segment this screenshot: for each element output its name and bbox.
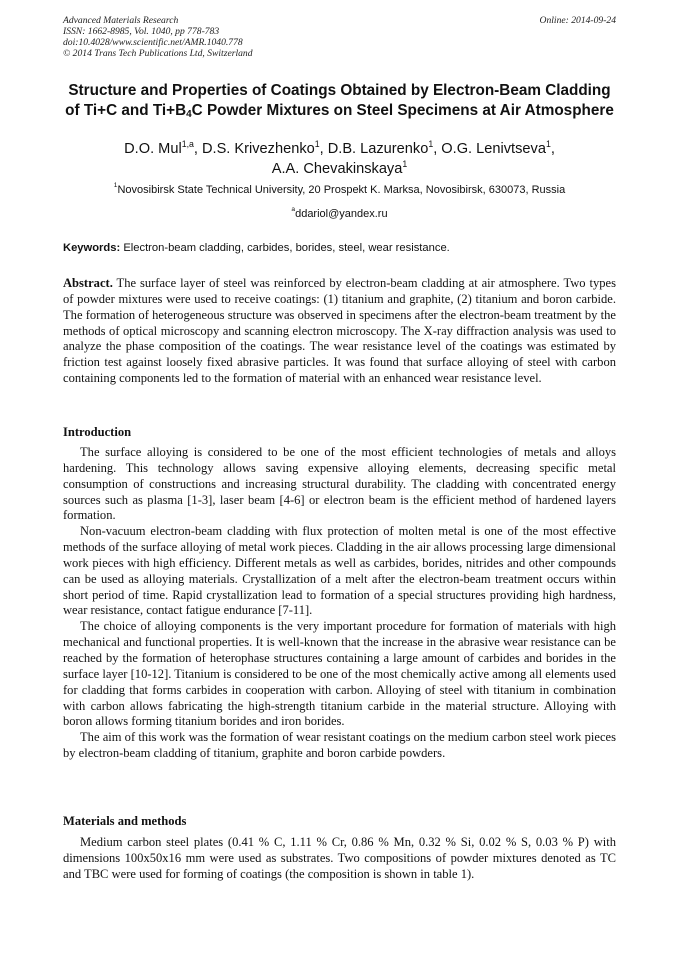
keywords-text: Electron-beam cladding, carbides, borides, steel, wear resistance.: [123, 242, 450, 254]
journal-header: [63, 15, 616, 59]
online-date: Online: 2014-09-24: [539, 15, 616, 26]
materials-heading: Materials and methods: [63, 814, 187, 828]
materials-body: [63, 835, 616, 883]
author: O.G. Lenivtseva$^1$,: [441, 139, 555, 157]
title-part2: C Powder Mixtures on Steel Specimens at Air Atmosphere: [191, 101, 614, 119]
paragraph: Medium carbon steel plates (0.41 % C, 1.11 % Cr, 0.86 % Mn, 0.32 % Si, 0.02 % S, 0.03 % P) with dimensions 100x50x16 mm were used as substrates. Two compositions of powder mixtures denoted as TC and TBC were used for forming of coatings (the composition is shown in table 1).: [63, 835, 616, 881]
paragraph: The aim of this work was the formation of wear resistant coatings on the medium carbon steel work pieces by electron-beam cladding of titanium, graphite and boron carbide powders.: [63, 730, 616, 761]
journal-copyright: © 2014 Trans Tech Publications Ltd, Switzerland: [63, 48, 253, 59]
paragraph: The choice of alloying components is the very important procedure for formation of materials with high mechanical and functional properties. It is well-known that the increase in the abrasive wear resistance can be reached by the formation of heterophase structures containing a large amount of carbides and borides in the surface layer [10-12]. Titanium is considered to be one of the most chemically active among all elements used for cladding that forms carbides in cooperation with carbon. Alloying of steel with titanium in combination with carbon allows fabricating the high-strength titanium carbide in the material structure. Alloying with boron allows forming titanium borides and iron borides.: [63, 619, 616, 729]
keywords: [63, 241, 616, 255]
paragraph: The surface alloying is considered to be one of the most efficient technologies of metals and alloys hardening. This technology allows saving expensive alloying elements, decreasing specific metal consumption of constructions and increasing structural durability. The cladding with concentrated energy sources such as plasma [1-3], laser beam [4-6] or electron beam is the efficient method of hardened layers formation.: [63, 445, 616, 523]
abstract-label: Abstract.: [63, 276, 113, 290]
paragraph: Non-vacuum electron-beam cladding with flux protection of molten metal is one of the most effective methods of the surface alloying of metal work pieces. Cladding in the air allows processing large dimensional work pieces with high efficiency. Different metals as well as carbides, borides, nitrides and other compounds can be used as alloying materials. Crystallization of a melt after the electron-beam treatment occurs within short period of time. Rapid crystallization lead to formation of a special structures providing high hardness, wear resistance, contact fatigue endurance [7-11].: [63, 524, 616, 618]
title-part1: Structure and Properties of Coatings Obtained by Electron-Beam Cladding of Ti+C and Ti+B: [65, 82, 611, 119]
author: D.O. Mul$^{1,a}$,: [124, 139, 202, 157]
journal-issn: ISSN: 1662-8985, Vol. 1040, pp 778-783: [63, 26, 220, 37]
author-list: [63, 139, 616, 179]
paper-title: [63, 81, 616, 120]
introduction-heading: Introduction: [63, 425, 132, 439]
author: D.B. Lazurenko$^1$,: [327, 139, 442, 157]
author: A.A. Chevakinskaya$^1$: [271, 159, 408, 177]
abstract-text: The surface layer of steel was reinforced by electron-beam cladding at air atmosphere. Two types of powder mixtures were used to receive coatings: (1) titanium and graphite, (2) titanium and boron carbide. The formation of heterogeneous structure was observed in specimens after the electron-beam treatment by the methods of optical microscopy and scanning electron microscopy. The X-ray diffraction analysis was used to analyze the phase composition of the coatings. The wear resistance level of the coatings was estimated by friction test against loosely fixed abrasive particles. It was found that surface alloying of steel with carbon containing components led to the formation of material with an enhanced wear resistance level.: [63, 276, 616, 386]
journal-name: Advanced Materials Research: [63, 15, 179, 26]
introduction-body: [63, 445, 616, 762]
author-email[interactable]: $^a$ddariol@yandex.ru: [291, 206, 388, 220]
keywords-label: Keywords:: [63, 242, 121, 254]
affiliation: $^1$Novosibirsk State Technical University, 20 Prospekt K. Marksa, Novosibirsk, 630073, Russia: [113, 182, 566, 196]
journal-doi: doi:10.4028/www.scientific.net/AMR.1040.778: [63, 37, 243, 48]
author: D.S. Krivezhenko$^1$,: [201, 139, 328, 157]
abstract: [63, 276, 616, 387]
title-subscript: 4: [186, 108, 192, 120]
